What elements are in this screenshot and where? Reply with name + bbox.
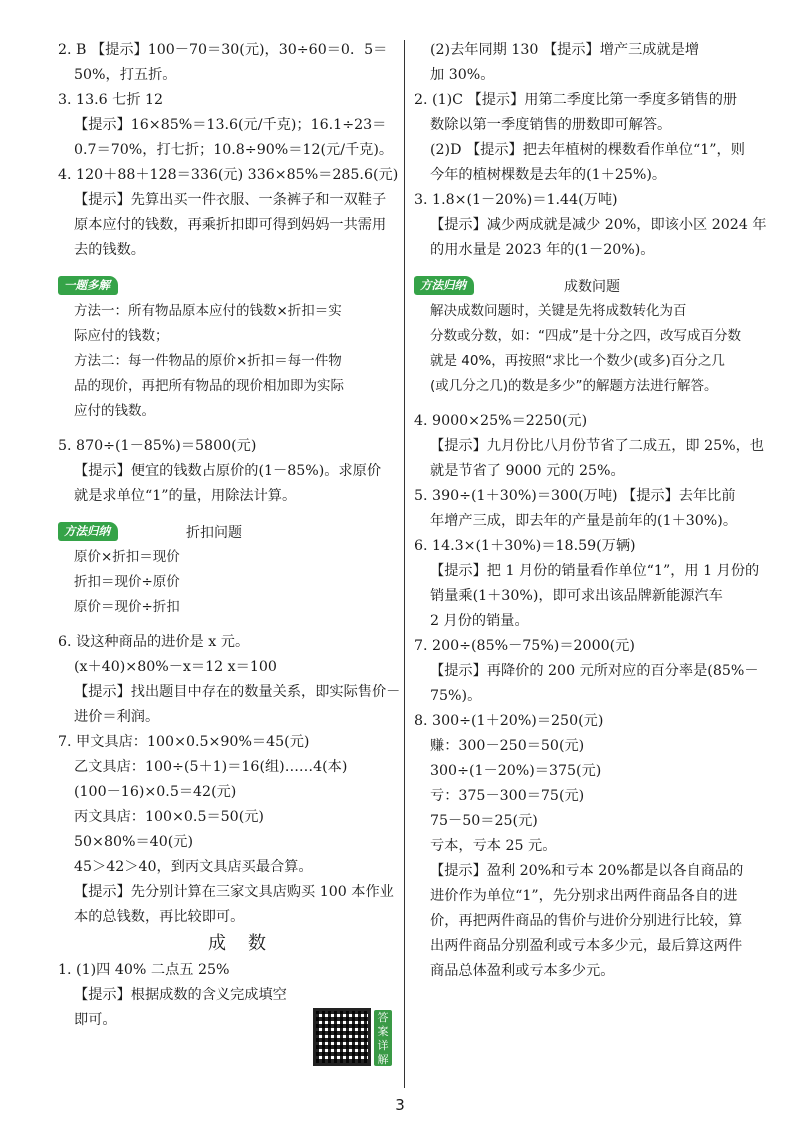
- qr-code[interactable]: [313, 1008, 371, 1066]
- text-line: 300÷(1－20%)＝375(元): [430, 763, 602, 779]
- method-line: 折扣＝现价÷原价: [74, 574, 180, 590]
- text-line: 【提示】16×85%＝13.6(元/千克)；16.1÷23＝: [74, 117, 387, 133]
- method-line: 原价×折扣＝现价: [74, 549, 180, 565]
- text-line: 50%，打五折。: [74, 67, 177, 83]
- text-line: (100－16)×0.5＝42(元): [74, 784, 237, 800]
- text-line: 进价＝利润。: [74, 709, 160, 725]
- method-summary-tag-right: 方法归纳: [414, 276, 474, 295]
- right-column: [414, 38, 774, 984]
- text-line: 【提示】把 1 月份的销量看作单位“1”，用 1 月份的: [430, 563, 760, 579]
- text-line: 1. (1)四 40% 二点五 25%: [58, 962, 230, 978]
- multi-solution-tag-row: [58, 273, 398, 299]
- text-line: 4. 120＋88＋128＝336(元) 336×85%＝285.6(元): [58, 167, 399, 183]
- text-line: 销量乘(1＋30%)，即可求出该品牌新能源汽车: [430, 588, 723, 604]
- text-line: 75－50＝25(元): [430, 813, 538, 829]
- text-line: 4. 9000×25%＝2250(元): [414, 413, 588, 429]
- text-line: 原本应付的钱数，再乘折扣即可得到妈妈一共需用: [74, 217, 387, 233]
- text-line: (x＋40)×80%－x＝12 x＝100: [74, 659, 277, 675]
- text-line: (2)去年同期 130 【提示】增产三成就是增: [430, 42, 700, 58]
- method-line: 分数或分数，如：“四成”是十分之四，改写成百分数: [430, 328, 741, 344]
- answer-block-4-8: [414, 409, 774, 984]
- text-line: 丙文具店：100×0.5＝50(元): [74, 809, 264, 825]
- text-line: 本的总钱数，再比较即可。: [74, 909, 245, 925]
- discount-formulas: [58, 545, 398, 620]
- text-line: 3. 13.6 七折 12: [58, 92, 164, 108]
- method-line: 品的现价，再把所有物品的现价相加即为实际: [74, 378, 344, 394]
- text-line: 50×80%＝40(元): [74, 834, 193, 850]
- text-line: 数除以第一季度销售的册数即可解答。: [430, 117, 672, 133]
- text-line: 【提示】找出题目中存在的数量关系，即实际售价－: [74, 684, 401, 700]
- method-line: 方法一：所有物品原本应付的钱数×折扣＝实: [74, 303, 342, 319]
- text-line: 6. 设这种商品的进价是 x 元。: [58, 634, 250, 650]
- text-line: (2)D 【提示】把去年植树的棵数看作单位“1”，则: [430, 142, 745, 158]
- text-line: 就是节省了 9000 元的 25%。: [430, 463, 625, 479]
- text-line: 的用水量是 2023 年的(1－20%)。: [430, 242, 655, 258]
- text-line: 【提示】根据成数的含义完成填空: [74, 987, 287, 1003]
- text-line: 7. 200÷(85%－75%)＝2000(元): [414, 638, 635, 654]
- text-line: 【提示】先分别计算在三家文具店购买 100 本作业: [74, 884, 394, 900]
- method-line: (或几分之几)的数是多少”的解题方法进行解答。: [430, 378, 718, 394]
- left-column: [58, 38, 401, 1033]
- text-line: 出两件商品分别盈利或亏本多少元，最后算这两件: [430, 938, 743, 954]
- text-line: 亏本，亏本 25 元。: [430, 838, 557, 854]
- method-summary-title-right: 成数问题: [564, 279, 620, 295]
- text-line: 商品总体盈利或亏本多少元。: [430, 963, 615, 979]
- text-line: 进价作为单位“1”，先分别求出两件商品各自的进: [430, 888, 738, 904]
- text-line: 即可。: [74, 1012, 117, 1028]
- method-line: 应付的钱数。: [74, 403, 155, 419]
- text-line: 就是求单位“1”的量，用除法计算。: [74, 488, 297, 504]
- method-line: 就是 40%，再按照“求比一个数少(或多)百分之几: [430, 353, 725, 369]
- answer-block-2-4: [58, 38, 398, 263]
- text-line: 【提示】便宜的钱数占原价的(1－85%)。求原价: [74, 463, 382, 479]
- text-line: 去的钱数。: [74, 242, 145, 258]
- section-title: 成数: [208, 933, 288, 954]
- text-line: 价，再把两件商品的售价与进价分别进行比较，算: [430, 913, 743, 929]
- answer-block-1-3: [414, 38, 774, 263]
- text-line: 5. 390÷(1＋30%)＝300(万吨) 【提示】去年比前: [414, 488, 736, 504]
- method-summary-title: 折扣问题: [186, 525, 242, 541]
- method-line: 方法二：每一件物品的原价×折扣＝每一件物: [74, 353, 342, 369]
- text-line: 2. B 【提示】100－70＝30(元)，30÷60＝0．5＝: [58, 42, 388, 58]
- text-line: 今年的植树棵数是去年的(1＋25%)。: [430, 167, 667, 183]
- multi-solution-method: [58, 299, 398, 424]
- text-line: 【提示】盈利 20%和亏本 20%都是以各自商品的: [430, 863, 744, 879]
- method-summary-tag-row: [58, 519, 398, 545]
- text-line: 加 30%。: [430, 67, 495, 83]
- column-divider: [404, 40, 405, 1088]
- text-line: 年增产三成，即去年的产量是前年的(1＋30%)。: [430, 513, 738, 529]
- text-line: 【提示】再降价的 200 元所对应的百分率是(85%－: [430, 663, 759, 679]
- chengshu-method: [414, 299, 774, 399]
- text-line: 8. 300÷(1＋20%)＝250(元): [414, 713, 604, 729]
- text-line: 2 月份的销量。: [430, 613, 529, 629]
- text-line: 亏：375－300＝75(元): [430, 788, 585, 804]
- page-number: 3: [395, 1096, 405, 1114]
- text-line: 45＞42＞40，到丙文具店买最合算。: [74, 859, 313, 875]
- text-line: 6. 14.3×(1＋30%)＝18.59(万辆): [414, 538, 636, 554]
- method-line: 原价＝现价÷折扣: [74, 599, 180, 615]
- text-line: 【提示】减少两成就是减少 20%，即该小区 2024 年: [430, 217, 767, 233]
- text-line: 赚：300－250＝50(元): [430, 738, 585, 754]
- answer-block-5: [58, 434, 398, 509]
- text-line: 【提示】先算出买一件衣服、一条裤子和一双鞋子: [74, 192, 387, 208]
- answer-block-6-7: [58, 630, 401, 930]
- multi-solution-tag: 一题多解: [58, 276, 118, 295]
- method-line: 解决成数问题时，关键是先将成数转化为百: [430, 303, 687, 319]
- text-line: 2. (1)C 【提示】用第二季度比第一季度多销售的册: [414, 92, 738, 108]
- text-line: 5. 870÷(1－85%)＝5800(元): [58, 438, 257, 454]
- method-summary-tag-row-right: [414, 273, 774, 299]
- qr-label: 答案详解: [374, 1010, 392, 1066]
- text-line: 0.7＝70%，打七折；10.8÷90%＝12(元/千克)。: [74, 142, 394, 158]
- method-summary-tag: 方法归纳: [58, 522, 118, 541]
- text-line: 75%)。: [430, 688, 482, 704]
- text-line: 3. 1.8×(1－20%)＝1.44(万吨): [414, 192, 618, 208]
- text-line: 乙文具店：100÷(5＋1)＝16(组)……4(本): [74, 759, 348, 775]
- method-line: 际应付的钱数；: [74, 328, 169, 344]
- text-line: 【提示】九月份比八月份节省了二成五，即 25%，也: [430, 438, 764, 454]
- text-line: 7. 甲文具店：100×0.5×90%＝45(元): [58, 734, 310, 750]
